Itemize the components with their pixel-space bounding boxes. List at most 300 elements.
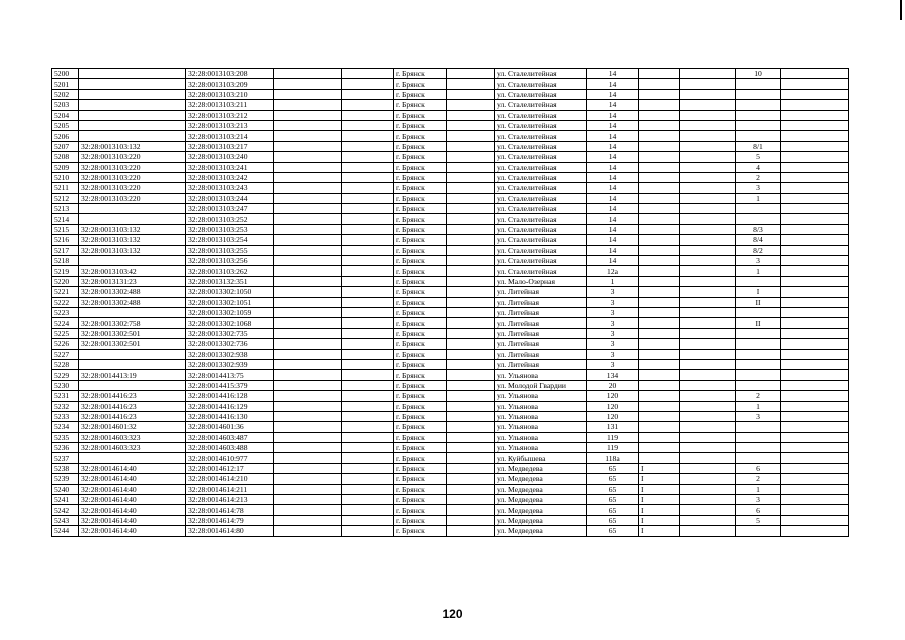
empty-cell bbox=[447, 256, 495, 266]
letter-cell bbox=[639, 224, 680, 234]
empty-cell bbox=[447, 359, 495, 369]
apartment-number-cell: I bbox=[736, 287, 781, 297]
empty-cell bbox=[447, 162, 495, 172]
empty-cell bbox=[680, 245, 736, 255]
cadastral-number-cell: 32:28:0013103:213 bbox=[186, 120, 274, 130]
city-cell: г. Брянск bbox=[394, 474, 447, 484]
cadastral-number-cell: 32:28:0013103:255 bbox=[186, 245, 274, 255]
empty-cell bbox=[781, 422, 849, 432]
record-number-cell: 5212 bbox=[52, 193, 79, 203]
apartment-number-cell: 1 bbox=[736, 193, 781, 203]
empty-cell bbox=[781, 183, 849, 193]
apartment-number-cell bbox=[736, 370, 781, 380]
house-number-cell: 14 bbox=[587, 162, 639, 172]
apartment-number-cell bbox=[736, 380, 781, 390]
parent-cadastral-cell bbox=[79, 69, 186, 79]
letter-cell: I bbox=[639, 463, 680, 473]
empty-cell bbox=[680, 328, 736, 338]
street-cell: ул. Ульянова bbox=[495, 443, 587, 453]
street-cell: ул. Медведева bbox=[495, 505, 587, 515]
city-cell: г. Брянск bbox=[394, 266, 447, 276]
empty-cell bbox=[781, 79, 849, 89]
empty-cell bbox=[342, 359, 394, 369]
apartment-number-cell: 3 bbox=[736, 411, 781, 421]
apartment-number-cell bbox=[736, 110, 781, 120]
record-number-cell: 5237 bbox=[52, 453, 79, 463]
empty-cell bbox=[274, 515, 342, 525]
empty-cell bbox=[781, 307, 849, 317]
parent-cadastral-cell: 32:28:0013103:132 bbox=[79, 141, 186, 151]
record-number-cell: 5239 bbox=[52, 474, 79, 484]
empty-cell bbox=[680, 266, 736, 276]
empty-cell bbox=[781, 349, 849, 359]
city-cell: г. Брянск bbox=[394, 484, 447, 494]
empty-cell bbox=[342, 505, 394, 515]
city-cell: г. Брянск bbox=[394, 245, 447, 255]
table-row bbox=[52, 224, 849, 234]
empty-cell bbox=[447, 131, 495, 141]
cadastral-number-cell: 32:28:0013103:241 bbox=[186, 162, 274, 172]
house-number-cell: 3 bbox=[587, 328, 639, 338]
cadastral-number-cell: 32:28:0014416:130 bbox=[186, 411, 274, 421]
empty-cell bbox=[274, 256, 342, 266]
empty-cell bbox=[781, 380, 849, 390]
letter-cell bbox=[639, 69, 680, 79]
empty-cell bbox=[680, 339, 736, 349]
letter-cell bbox=[639, 339, 680, 349]
letter-cell: I bbox=[639, 526, 680, 536]
empty-cell bbox=[781, 328, 849, 338]
table-row bbox=[52, 484, 849, 494]
empty-cell bbox=[680, 141, 736, 151]
cadastral-number-cell: 32:28:0013302:939 bbox=[186, 359, 274, 369]
empty-cell bbox=[680, 380, 736, 390]
house-number-cell: 20 bbox=[587, 380, 639, 390]
table-row bbox=[52, 328, 849, 338]
city-cell: г. Брянск bbox=[394, 204, 447, 214]
letter-cell bbox=[639, 141, 680, 151]
empty-cell bbox=[342, 141, 394, 151]
letter-cell bbox=[639, 131, 680, 141]
empty-cell bbox=[781, 152, 849, 162]
empty-cell bbox=[781, 276, 849, 286]
cadastral-number-cell: 32:28:0013103:211 bbox=[186, 100, 274, 110]
street-cell: ул. Молодой Гвардии bbox=[495, 380, 587, 390]
empty-cell bbox=[274, 370, 342, 380]
scan-edge-mark bbox=[900, 0, 902, 20]
empty-cell bbox=[680, 79, 736, 89]
record-number-cell: 5200 bbox=[52, 69, 79, 79]
empty-cell bbox=[781, 474, 849, 484]
empty-cell bbox=[447, 266, 495, 276]
page-number: 120 bbox=[442, 607, 463, 621]
empty-cell bbox=[680, 183, 736, 193]
street-cell: ул. Литейная bbox=[495, 287, 587, 297]
record-number-cell: 5240 bbox=[52, 484, 79, 494]
apartment-number-cell bbox=[736, 276, 781, 286]
house-number-cell: 3 bbox=[587, 339, 639, 349]
cadastral-number-cell: 32:28:0013103:254 bbox=[186, 235, 274, 245]
empty-cell bbox=[680, 120, 736, 130]
empty-cell bbox=[274, 411, 342, 421]
letter-cell bbox=[639, 162, 680, 172]
record-number-cell: 5207 bbox=[52, 141, 79, 151]
record-number-cell: 5204 bbox=[52, 110, 79, 120]
empty-cell bbox=[342, 172, 394, 182]
empty-cell bbox=[680, 131, 736, 141]
empty-cell bbox=[781, 339, 849, 349]
apartment-number-cell: 2 bbox=[736, 172, 781, 182]
empty-cell bbox=[342, 432, 394, 442]
empty-cell bbox=[447, 297, 495, 307]
parent-cadastral-cell: 32:28:0014614:40 bbox=[79, 526, 186, 536]
empty-cell bbox=[680, 443, 736, 453]
table-row bbox=[52, 266, 849, 276]
letter-cell bbox=[639, 266, 680, 276]
parent-cadastral-cell: 32:28:0013103:220 bbox=[79, 162, 186, 172]
cadastral-number-cell: 32:28:0013302:1059 bbox=[186, 307, 274, 317]
record-number-cell: 5221 bbox=[52, 287, 79, 297]
empty-cell bbox=[781, 297, 849, 307]
city-cell: г. Брянск bbox=[394, 495, 447, 505]
letter-cell bbox=[639, 100, 680, 110]
empty-cell bbox=[447, 172, 495, 182]
street-cell: ул. Сталелитейная bbox=[495, 214, 587, 224]
cadastral-number-cell: 32:28:0013103:210 bbox=[186, 89, 274, 99]
letter-cell bbox=[639, 276, 680, 286]
apartment-number-cell: 3 bbox=[736, 495, 781, 505]
empty-cell bbox=[447, 235, 495, 245]
street-cell: ул. Куйбышева bbox=[495, 453, 587, 463]
street-cell: ул. Сталелитейная bbox=[495, 100, 587, 110]
city-cell: г. Брянск bbox=[394, 120, 447, 130]
cadastral-number-cell: 32:28:0014610:977 bbox=[186, 453, 274, 463]
street-cell: ул. Медведева bbox=[495, 463, 587, 473]
empty-cell bbox=[274, 131, 342, 141]
empty-cell bbox=[447, 79, 495, 89]
record-number-cell: 5201 bbox=[52, 79, 79, 89]
street-cell: ул. Сталелитейная bbox=[495, 141, 587, 151]
empty-cell bbox=[342, 204, 394, 214]
letter-cell bbox=[639, 380, 680, 390]
letter-cell: I bbox=[639, 474, 680, 484]
empty-cell bbox=[680, 453, 736, 463]
letter-cell bbox=[639, 432, 680, 442]
house-number-cell: 14 bbox=[587, 193, 639, 203]
apartment-number-cell bbox=[736, 100, 781, 110]
apartment-number-cell: 6 bbox=[736, 505, 781, 515]
house-number-cell: 14 bbox=[587, 204, 639, 214]
empty-cell bbox=[447, 515, 495, 525]
record-number-cell: 5218 bbox=[52, 256, 79, 266]
empty-cell bbox=[274, 453, 342, 463]
empty-cell bbox=[447, 204, 495, 214]
parent-cadastral-cell: 32:28:0014416:23 bbox=[79, 401, 186, 411]
empty-cell bbox=[447, 307, 495, 317]
empty-cell bbox=[342, 235, 394, 245]
house-number-cell: 65 bbox=[587, 495, 639, 505]
empty-cell bbox=[274, 224, 342, 234]
letter-cell bbox=[639, 152, 680, 162]
cadastral-number-cell: 32:28:0013132:351 bbox=[186, 276, 274, 286]
apartment-number-cell bbox=[736, 359, 781, 369]
empty-cell bbox=[447, 391, 495, 401]
parent-cadastral-cell bbox=[79, 110, 186, 120]
empty-cell bbox=[274, 110, 342, 120]
empty-cell bbox=[447, 505, 495, 515]
record-number-cell: 5231 bbox=[52, 391, 79, 401]
empty-cell bbox=[680, 370, 736, 380]
table-row bbox=[52, 183, 849, 193]
empty-cell bbox=[274, 266, 342, 276]
empty-cell bbox=[781, 484, 849, 494]
table-row bbox=[52, 432, 849, 442]
empty-cell bbox=[274, 422, 342, 432]
apartment-number-cell: 6 bbox=[736, 463, 781, 473]
cadastral-number-cell: 32:28:0013103:242 bbox=[186, 172, 274, 182]
empty-cell bbox=[680, 495, 736, 505]
letter-cell bbox=[639, 193, 680, 203]
empty-cell bbox=[447, 422, 495, 432]
cadastral-number-cell: 32:28:0013302:1068 bbox=[186, 318, 274, 328]
record-number-cell: 5241 bbox=[52, 495, 79, 505]
city-cell: г. Брянск bbox=[394, 307, 447, 317]
record-number-cell: 5223 bbox=[52, 307, 79, 317]
empty-cell bbox=[274, 349, 342, 359]
city-cell: г. Брянск bbox=[394, 349, 447, 359]
apartment-number-cell bbox=[736, 349, 781, 359]
letter-cell bbox=[639, 391, 680, 401]
city-cell: г. Брянск bbox=[394, 505, 447, 515]
empty-cell bbox=[342, 463, 394, 473]
letter-cell bbox=[639, 297, 680, 307]
cadastral-number-cell: 32:28:0013103:252 bbox=[186, 214, 274, 224]
letter-cell bbox=[639, 411, 680, 421]
empty-cell bbox=[680, 474, 736, 484]
empty-cell bbox=[781, 463, 849, 473]
empty-cell bbox=[680, 297, 736, 307]
parent-cadastral-cell: 32:28:0013302:758 bbox=[79, 318, 186, 328]
empty-cell bbox=[274, 69, 342, 79]
house-number-cell: 14 bbox=[587, 214, 639, 224]
empty-cell bbox=[680, 432, 736, 442]
house-number-cell: 14 bbox=[587, 141, 639, 151]
letter-cell bbox=[639, 120, 680, 130]
empty-cell bbox=[447, 526, 495, 536]
city-cell: г. Брянск bbox=[394, 463, 447, 473]
city-cell: г. Брянск bbox=[394, 235, 447, 245]
cadastral-number-cell: 32:28:0014416:128 bbox=[186, 391, 274, 401]
table-row bbox=[52, 380, 849, 390]
cadastral-number-cell: 32:28:0013103:214 bbox=[186, 131, 274, 141]
parent-cadastral-cell: 32:28:0014614:40 bbox=[79, 484, 186, 494]
apartment-number-cell: 3 bbox=[736, 256, 781, 266]
house-number-cell: 131 bbox=[587, 422, 639, 432]
empty-cell bbox=[274, 495, 342, 505]
house-number-cell: 14 bbox=[587, 235, 639, 245]
street-cell: ул. Сталелитейная bbox=[495, 120, 587, 130]
city-cell: г. Брянск bbox=[394, 411, 447, 421]
parent-cadastral-cell: 32:28:0014413:19 bbox=[79, 370, 186, 380]
parent-cadastral-cell: 32:28:0014603:323 bbox=[79, 443, 186, 453]
letter-cell bbox=[639, 214, 680, 224]
table-row bbox=[52, 339, 849, 349]
empty-cell bbox=[781, 204, 849, 214]
apartment-number-cell bbox=[736, 526, 781, 536]
table-row bbox=[52, 204, 849, 214]
empty-cell bbox=[781, 245, 849, 255]
house-number-cell: 14 bbox=[587, 69, 639, 79]
empty-cell bbox=[274, 245, 342, 255]
city-cell: г. Брянск bbox=[394, 110, 447, 120]
empty-cell bbox=[680, 100, 736, 110]
empty-cell bbox=[781, 401, 849, 411]
table-row bbox=[52, 297, 849, 307]
empty-cell bbox=[274, 214, 342, 224]
empty-cell bbox=[342, 526, 394, 536]
street-cell: ул. Медведева bbox=[495, 515, 587, 525]
letter-cell bbox=[639, 110, 680, 120]
city-cell: г. Брянск bbox=[394, 131, 447, 141]
empty-cell bbox=[781, 391, 849, 401]
parent-cadastral-cell: 32:28:0013103:220 bbox=[79, 152, 186, 162]
empty-cell bbox=[447, 141, 495, 151]
empty-cell bbox=[274, 359, 342, 369]
city-cell: г. Брянск bbox=[394, 224, 447, 234]
parent-cadastral-cell: 32:28:0014601:32 bbox=[79, 422, 186, 432]
letter-cell bbox=[639, 453, 680, 463]
city-cell: г. Брянск bbox=[394, 526, 447, 536]
empty-cell bbox=[680, 287, 736, 297]
empty-cell bbox=[781, 443, 849, 453]
empty-cell bbox=[781, 411, 849, 421]
empty-cell bbox=[447, 463, 495, 473]
empty-cell bbox=[680, 224, 736, 234]
apartment-number-cell: 5 bbox=[736, 515, 781, 525]
empty-cell bbox=[342, 152, 394, 162]
cadastral-number-cell: 32:28:0014614:79 bbox=[186, 515, 274, 525]
city-cell: г. Брянск bbox=[394, 453, 447, 463]
record-number-cell: 5234 bbox=[52, 422, 79, 432]
empty-cell bbox=[781, 235, 849, 245]
table-row bbox=[52, 526, 849, 536]
house-number-cell: 14 bbox=[587, 245, 639, 255]
empty-cell bbox=[342, 411, 394, 421]
letter-cell bbox=[639, 443, 680, 453]
apartment-number-cell: 10 bbox=[736, 69, 781, 79]
house-number-cell: 120 bbox=[587, 391, 639, 401]
empty-cell bbox=[447, 183, 495, 193]
house-number-cell: 14 bbox=[587, 79, 639, 89]
empty-cell bbox=[274, 443, 342, 453]
apartment-number-cell: II bbox=[736, 297, 781, 307]
street-cell: ул. Сталелитейная bbox=[495, 183, 587, 193]
apartment-number-cell bbox=[736, 432, 781, 442]
empty-cell bbox=[781, 193, 849, 203]
street-cell: ул. Сталелитейная bbox=[495, 245, 587, 255]
city-cell: г. Брянск bbox=[394, 380, 447, 390]
record-number-cell: 5210 bbox=[52, 172, 79, 182]
street-cell: ул. Ульянова bbox=[495, 391, 587, 401]
empty-cell bbox=[447, 152, 495, 162]
city-cell: г. Брянск bbox=[394, 318, 447, 328]
cadastral-number-cell: 32:28:0014612:17 bbox=[186, 463, 274, 473]
table-row bbox=[52, 152, 849, 162]
record-number-cell: 5230 bbox=[52, 380, 79, 390]
cadastral-number-cell: 32:28:0013103:243 bbox=[186, 183, 274, 193]
empty-cell bbox=[447, 69, 495, 79]
empty-cell bbox=[274, 193, 342, 203]
empty-cell bbox=[781, 515, 849, 525]
record-number-cell: 5236 bbox=[52, 443, 79, 453]
empty-cell bbox=[342, 120, 394, 130]
parent-cadastral-cell: 32:28:0013103:220 bbox=[79, 183, 186, 193]
city-cell: г. Брянск bbox=[394, 79, 447, 89]
house-number-cell: 120 bbox=[587, 401, 639, 411]
table-row bbox=[52, 474, 849, 484]
parent-cadastral-cell: 32:28:0014416:23 bbox=[79, 391, 186, 401]
street-cell: ул. Литейная bbox=[495, 359, 587, 369]
empty-cell bbox=[680, 89, 736, 99]
empty-cell bbox=[274, 152, 342, 162]
record-number-cell: 5214 bbox=[52, 214, 79, 224]
letter-cell bbox=[639, 359, 680, 369]
apartment-number-cell bbox=[736, 328, 781, 338]
letter-cell bbox=[639, 328, 680, 338]
apartment-number-cell: 4 bbox=[736, 162, 781, 172]
empty-cell bbox=[274, 120, 342, 130]
empty-cell bbox=[274, 307, 342, 317]
parent-cadastral-cell: 32:28:0014614:40 bbox=[79, 463, 186, 473]
empty-cell bbox=[680, 172, 736, 182]
empty-cell bbox=[781, 266, 849, 276]
street-cell: ул. Ульянова bbox=[495, 422, 587, 432]
empty-cell bbox=[274, 89, 342, 99]
empty-cell bbox=[680, 162, 736, 172]
empty-cell bbox=[447, 349, 495, 359]
empty-cell bbox=[447, 276, 495, 286]
empty-cell bbox=[342, 328, 394, 338]
empty-cell bbox=[274, 318, 342, 328]
city-cell: г. Брянск bbox=[394, 297, 447, 307]
empty-cell bbox=[680, 526, 736, 536]
empty-cell bbox=[781, 162, 849, 172]
empty-cell bbox=[781, 318, 849, 328]
empty-cell bbox=[680, 214, 736, 224]
empty-cell bbox=[680, 391, 736, 401]
letter-cell bbox=[639, 370, 680, 380]
empty-cell bbox=[342, 339, 394, 349]
cadastral-number-cell: 32:28:0013103:217 bbox=[186, 141, 274, 151]
table-row bbox=[52, 79, 849, 89]
parent-cadastral-cell: 32:28:0013103:132 bbox=[79, 224, 186, 234]
empty-cell bbox=[342, 453, 394, 463]
city-cell: г. Брянск bbox=[394, 391, 447, 401]
house-number-cell: 3 bbox=[587, 307, 639, 317]
house-number-cell: 14 bbox=[587, 152, 639, 162]
empty-cell bbox=[342, 422, 394, 432]
apartment-number-cell: 8/4 bbox=[736, 235, 781, 245]
city-cell: г. Брянск bbox=[394, 515, 447, 525]
letter-cell bbox=[639, 89, 680, 99]
empty-cell bbox=[781, 89, 849, 99]
empty-cell bbox=[680, 505, 736, 515]
house-number-cell: 3 bbox=[587, 287, 639, 297]
empty-cell bbox=[274, 505, 342, 515]
record-number-cell: 5222 bbox=[52, 297, 79, 307]
street-cell: ул. Медведева bbox=[495, 526, 587, 536]
parent-cadastral-cell bbox=[79, 380, 186, 390]
